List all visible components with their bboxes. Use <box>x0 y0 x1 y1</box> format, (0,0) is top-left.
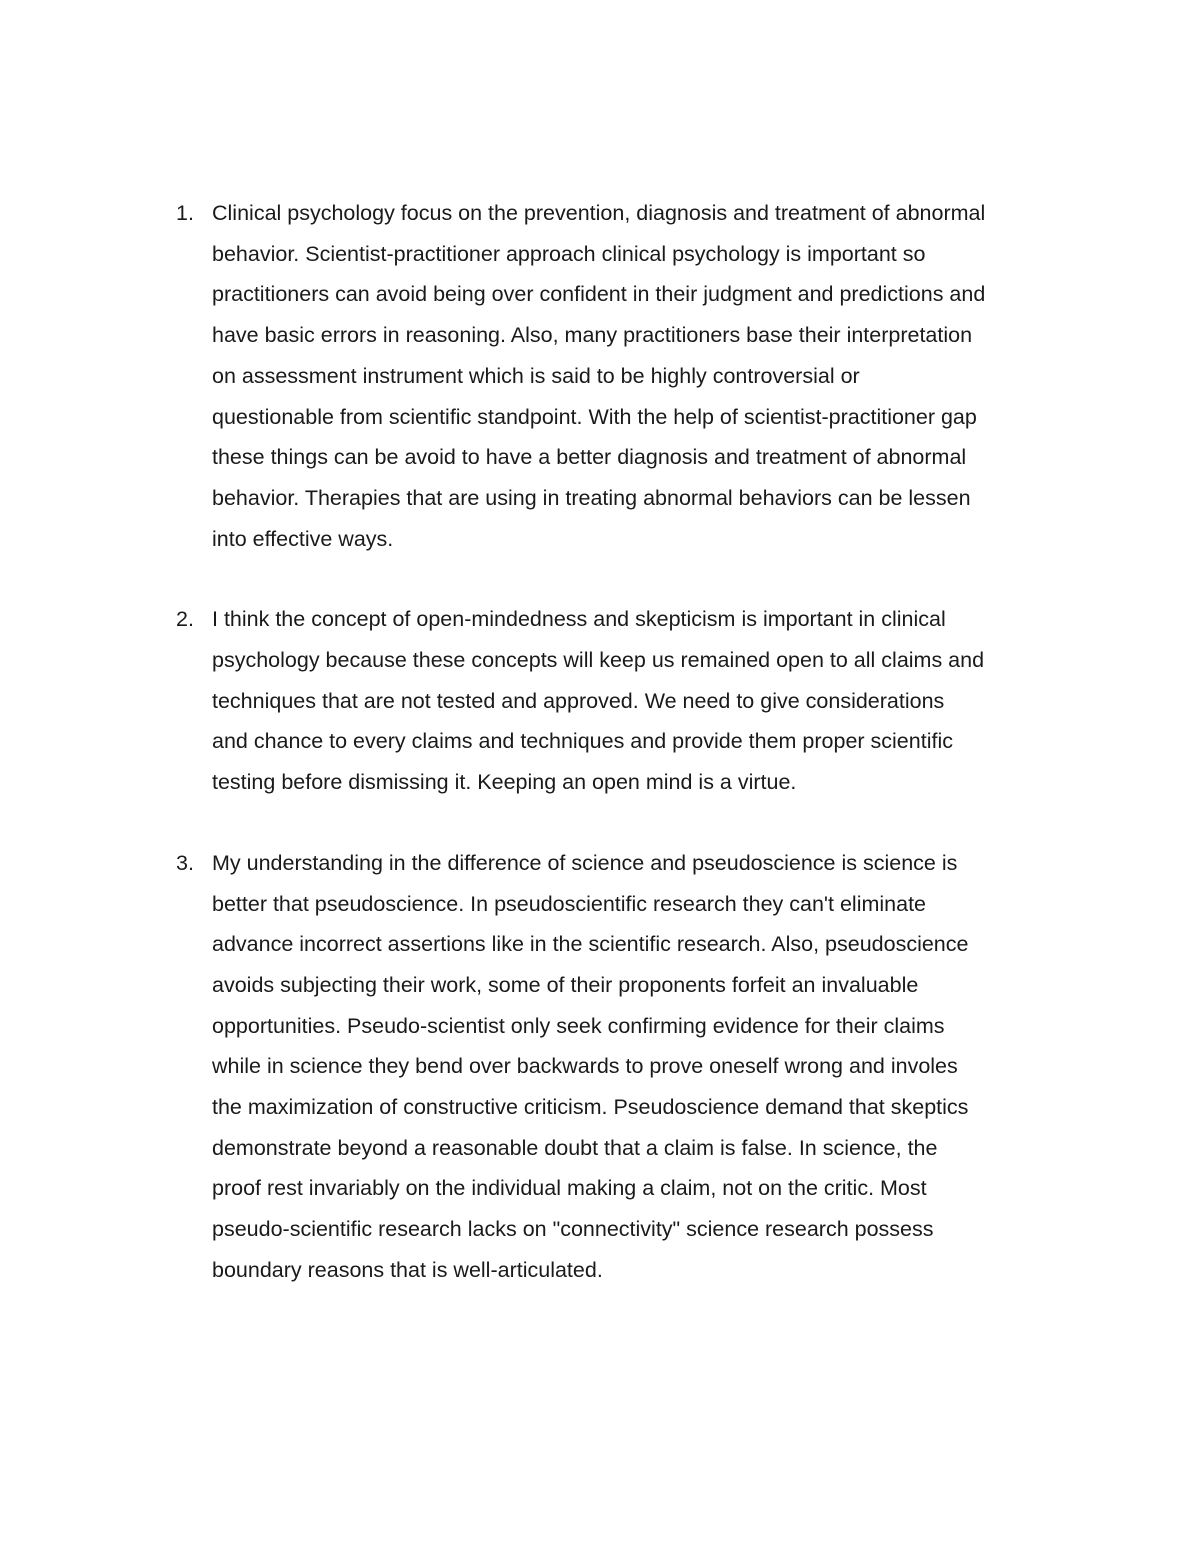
text-line: into effective ways. <box>212 526 394 551</box>
list-item-number: 1. <box>176 201 194 225</box>
text-line: the maximization of constructive criticism. Pseudoscience demand that skeptics <box>212 1095 969 1120</box>
text-line: and chance to every claims and techniques and provide them proper scientific <box>212 729 953 754</box>
answer-list <box>0 193 1200 1331</box>
text-line: advance incorrect assertions like in the scientific research. Also, pseudoscience <box>212 932 969 957</box>
text-line: on assessment instrument which is said to be highly controversial or <box>212 363 860 388</box>
text-line: My understanding in the difference of science and pseudoscience is science is <box>212 850 958 875</box>
text-line: have basic errors in reasoning. Also, many practitioners base their interpretation <box>212 323 973 348</box>
text-line: these things can be avoid to have a better diagnosis and treatment of abnormal <box>212 445 967 470</box>
text-line: I think the concept of open-mindedness and skepticism is important in clinical <box>212 607 946 632</box>
list-item-2 <box>0 599 1200 803</box>
text-line: techniques that are not tested and approved. We need to give considerations <box>212 688 945 713</box>
text-line: pseudo-scientific research lacks on "connectivity" science research possess <box>212 1217 934 1242</box>
text-line: testing before dismissing it. Keeping an open mind is a virtue. <box>212 770 797 795</box>
text-line: opportunities. Pseudo-scientist only seek confirming evidence for their claims <box>212 1013 945 1038</box>
text-line: boundary reasons that is well-articulated. <box>212 1257 603 1282</box>
list-item-text <box>212 193 1112 559</box>
text-line: better that pseudoscience. In pseudoscientific research they can't eliminate <box>212 891 927 916</box>
text-line: avoids subjecting their work, some of their proponents forfeit an invaluable <box>212 972 919 997</box>
list-item-text <box>212 843 1112 1291</box>
list-item-1 <box>0 193 1200 559</box>
list-item-number: 2. <box>176 607 194 632</box>
list-item-number: 3. <box>176 850 194 875</box>
list-item-3 <box>0 843 1200 1291</box>
text-line: questionable from scientific standpoint. With the help of scientist-practitioner gap <box>212 404 977 429</box>
text-line: practitioners can avoid being over confident in their judgment and predictions and <box>212 282 986 307</box>
list-item-text <box>212 599 1112 803</box>
text-line: while in science they bend over backwards to prove oneself wrong and involes <box>212 1054 958 1079</box>
text-line: demonstrate beyond a reasonable doubt that a claim is false. In science, the <box>212 1135 938 1160</box>
text-line: behavior. Therapies that are using in treating abnormal behaviors can be lessen <box>212 485 971 510</box>
text-line: psychology because these concepts will keep us remained open to all claims and <box>212 648 985 673</box>
text-line: proof rest invariably on the individual making a claim, not on the critic. Most <box>212 1176 927 1201</box>
text-line: behavior. Scientist-practitioner approach clinical psychology is important so <box>212 241 926 266</box>
text-line: Clinical psychology focus on the prevention, diagnosis and treatment of abnormal <box>212 201 986 225</box>
